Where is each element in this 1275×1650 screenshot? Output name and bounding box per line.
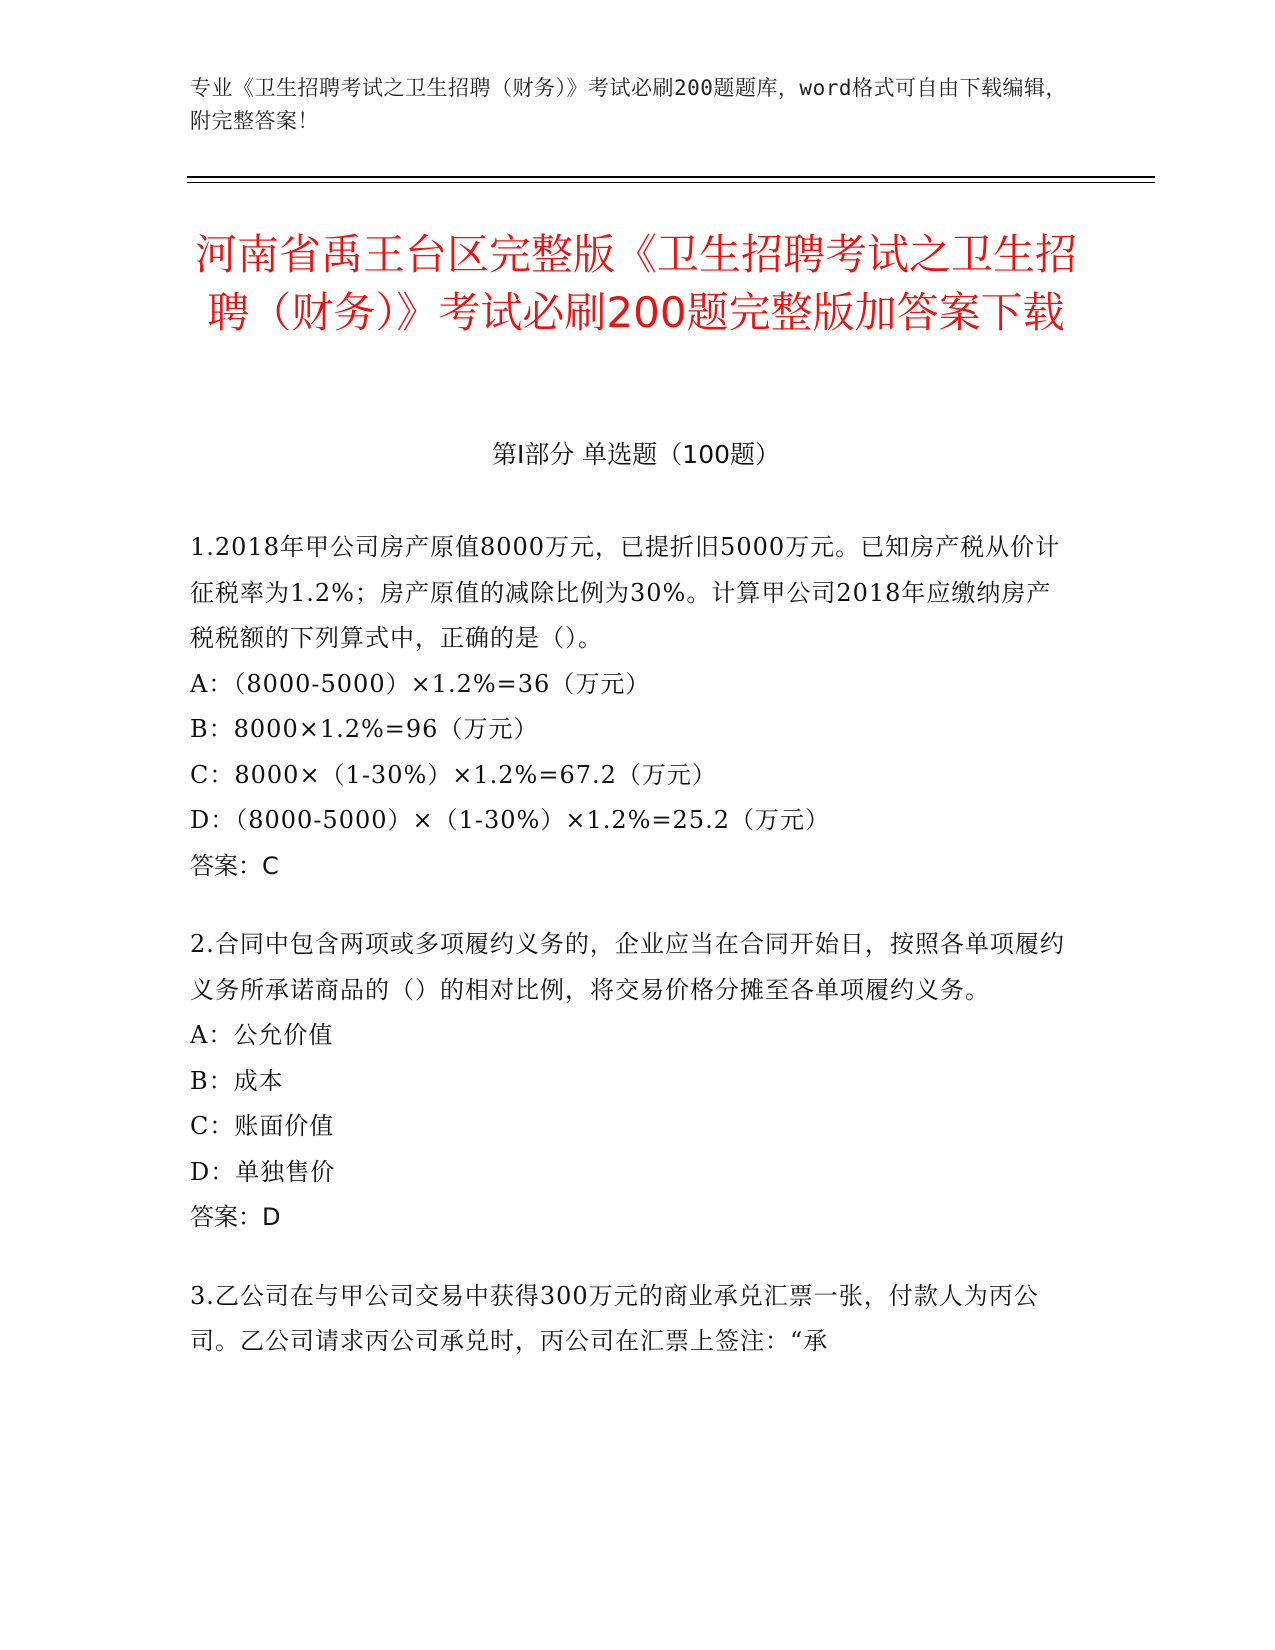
option-b: B：成本: [190, 1066, 284, 1095]
header-divider-thin: [187, 182, 1155, 183]
question-stem: 3.乙公司在与甲公司交易中获得300万元的商业承兑汇票一张，付款人为丙公司。乙公司请求丙公司承兑时，丙公司在汇票上签注：“承: [190, 1281, 1039, 1355]
option-c: C：8000×（1-30%）×1.2%=67.2（万元）: [190, 760, 717, 789]
option-d: D：单独售价: [190, 1157, 336, 1186]
answer: 答案：C: [190, 851, 279, 880]
document-title: 河南省禹王台区完整版《卫生招聘考试之卫生招聘（财务）》考试必刷200题完整版加答案下载: [194, 230, 1077, 337]
option-c: C：账面价值: [190, 1112, 335, 1140]
section-heading: 第I部分 单选题（100题）: [491, 440, 781, 469]
question-list: [190, 525, 1070, 1398]
option-b: B：8000×1.2%=96（万元）: [190, 715, 539, 743]
header-divider-thick: [187, 176, 1155, 178]
option-a: A：（8000-5000）×1.2%=36（万元）: [190, 669, 651, 698]
question-3: [190, 1274, 1070, 1365]
question-stem: 1.2018年甲公司房产原值8000万元，已提折旧5000万元。已知房产税从价计征税率为1.2%；房产原值的减除比例为30%。计算甲公司2018年应缴纳房产税税额的下列算式中，正确的是（）。: [190, 533, 1061, 652]
option-a: A：公允价值: [190, 1021, 334, 1049]
answer: 答案：D: [190, 1203, 281, 1231]
option-d: D：（8000-5000）×（1-30%）×1.2%=25.2（万元）: [190, 806, 830, 834]
question-1: [190, 525, 1070, 889]
header-note: 专业《卫生招聘考试之卫生招聘（财务）》考试必刷200题题库，word格式可自由下载编辑，附完整答案！: [190, 76, 1067, 133]
question-2: [190, 922, 1070, 1241]
question-stem: 2.合同中包含两项或多项履约义务的，企业应当在合同开始日，按照各单项履约义务所承诺商品的（）的相对比例，将交易价格分摊至各单项履约义务。: [190, 930, 1065, 1004]
